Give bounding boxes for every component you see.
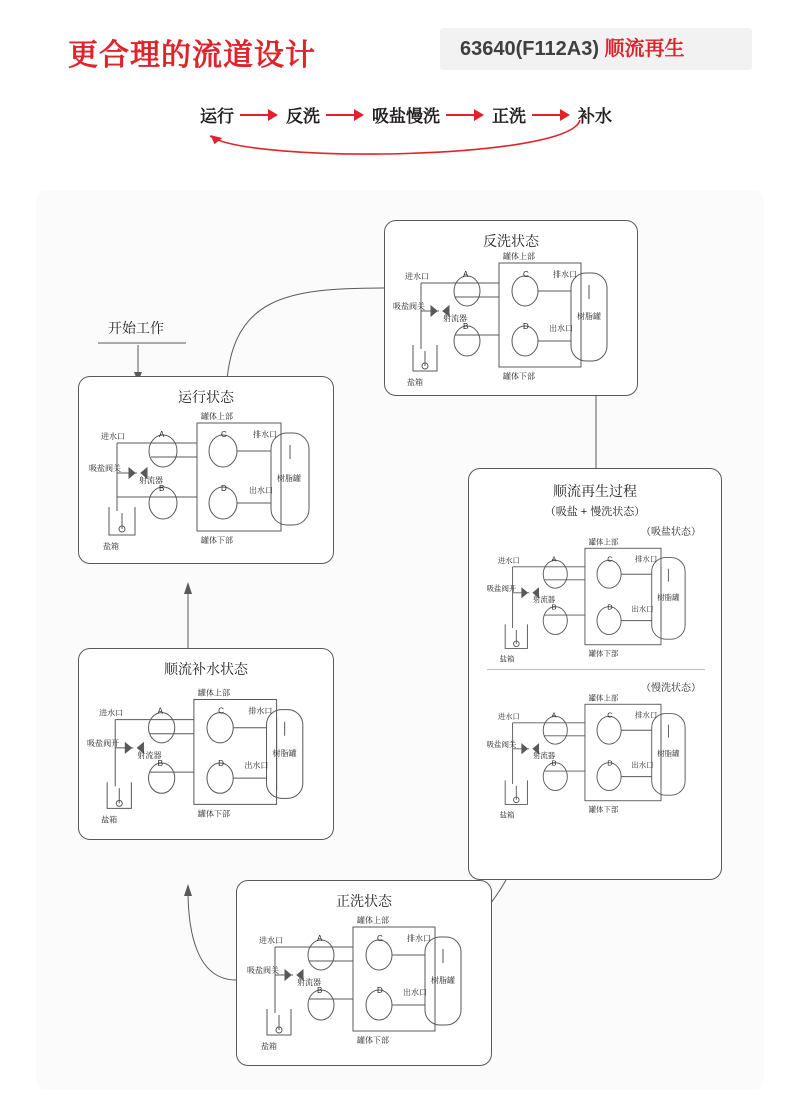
- svg-text:射流器: 射流器: [443, 314, 467, 323]
- svg-text:排水口: 排水口: [635, 710, 658, 720]
- svg-text:进水口: 进水口: [259, 936, 283, 945]
- svg-text:树脂罐: 树脂罐: [431, 976, 455, 985]
- svg-text:进水口: 进水口: [99, 708, 124, 718]
- svg-text:A: A: [551, 554, 557, 564]
- svg-text:出水口: 出水口: [549, 324, 573, 333]
- svg-text:盐箱: 盐箱: [261, 1042, 277, 1051]
- stage-fast-rinse-title: 正洗状态: [336, 893, 392, 909]
- svg-text:D: D: [377, 986, 383, 995]
- stage-run-title: 运行状态: [178, 389, 234, 405]
- stage-backwash-schematic: [395, 253, 629, 391]
- svg-text:D: D: [523, 322, 529, 331]
- svg-text:罐体下部: 罐体下部: [357, 1036, 389, 1045]
- svg-text:B: B: [551, 602, 557, 612]
- stage-refill-schematic: [86, 685, 325, 833]
- svg-text:C: C: [607, 554, 613, 564]
- svg-text:树脂罐: 树脂罐: [657, 593, 680, 603]
- svg-text:射流器: 射流器: [533, 751, 556, 761]
- svg-text:出水口: 出水口: [244, 761, 269, 771]
- svg-text:D: D: [607, 758, 613, 768]
- svg-text:C: C: [218, 706, 224, 716]
- svg-text:C: C: [523, 270, 529, 279]
- svg-text:射流器: 射流器: [139, 476, 163, 485]
- svg-text:进水口: 进水口: [101, 432, 125, 441]
- svg-text:罐体上部: 罐体上部: [357, 916, 389, 925]
- svg-text:树脂罐: 树脂罐: [577, 312, 601, 321]
- svg-text:射流器: 射流器: [297, 978, 321, 987]
- flow-step-fastrinse: 正洗: [492, 107, 526, 126]
- svg-text:吸盐阀开: 吸盐阀开: [86, 738, 120, 748]
- svg-text:C: C: [607, 710, 613, 720]
- svg-text:射流器: 射流器: [137, 750, 162, 760]
- svg-text:出水口: 出水口: [249, 486, 273, 495]
- svg-text:排水口: 排水口: [407, 934, 431, 943]
- svg-text:吸盐阀关: 吸盐阀关: [247, 966, 279, 975]
- svg-text:C: C: [377, 934, 383, 943]
- svg-text:D: D: [221, 484, 227, 493]
- svg-text:罐体上部: 罐体上部: [197, 688, 231, 698]
- svg-text:D: D: [607, 602, 613, 612]
- flow-step-run: 运行: [200, 107, 234, 126]
- svg-text:罐体下部: 罐体下部: [588, 804, 619, 814]
- svg-text:B: B: [157, 759, 163, 769]
- svg-text:盐箱: 盐箱: [103, 542, 119, 551]
- svg-text:盐箱: 盐箱: [499, 810, 515, 820]
- svg-text:排水口: 排水口: [253, 430, 277, 439]
- svg-text:出水口: 出水口: [631, 760, 654, 770]
- svg-text:排水口: 排水口: [553, 270, 577, 279]
- stage-fast-rinse-schematic: [249, 915, 483, 1057]
- svg-text:树脂罐: 树脂罐: [272, 748, 297, 758]
- start-label: 开始工作: [108, 320, 164, 336]
- substage-slow-rinse-label: （慢洗状态）: [641, 683, 701, 694]
- diagram-panel: [36, 190, 764, 1090]
- svg-text:B: B: [463, 322, 469, 331]
- svg-text:进水口: 进水口: [497, 556, 520, 566]
- svg-text:A: A: [159, 430, 165, 439]
- svg-text:罐体下部: 罐体下部: [197, 809, 231, 819]
- substage-brine-draw-schematic: [485, 539, 709, 667]
- svg-text:A: A: [317, 934, 323, 943]
- stage-backwash[interactable]: [384, 220, 638, 396]
- flow-loopback-arrow-icon: [190, 118, 620, 174]
- substage-slow-rinse-schematic: [485, 695, 709, 823]
- page-title: 更合理的流道设计: [68, 39, 316, 72]
- start-underline: [98, 340, 188, 346]
- stage-regeneration-subtitle: （吸盐 + 慢洗状态）: [544, 506, 646, 518]
- svg-text:树脂罐: 树脂罐: [657, 749, 680, 759]
- svg-text:A: A: [551, 710, 557, 720]
- svg-text:树脂罐: 树脂罐: [277, 474, 301, 483]
- svg-text:吸盐阀关: 吸盐阀关: [486, 739, 517, 749]
- stage-regeneration[interactable]: [468, 468, 722, 880]
- svg-text:盐箱: 盐箱: [407, 378, 423, 387]
- stage-regeneration-title: 顺流再生过程: [553, 483, 637, 499]
- substage-divider: [487, 669, 705, 670]
- model-badge: [440, 28, 752, 70]
- svg-text:B: B: [551, 758, 557, 768]
- svg-text:射流器: 射流器: [533, 595, 556, 605]
- stage-fast-rinse[interactable]: [236, 880, 492, 1066]
- model-mode: 顺流再生: [604, 38, 685, 60]
- flow-step-brine: 吸盐慢洗: [372, 107, 440, 126]
- svg-text:吸盐阀开: 吸盐阀开: [486, 583, 517, 593]
- svg-text:罐体上部: 罐体上部: [201, 412, 233, 421]
- svg-text:罐体上部: 罐体上部: [503, 252, 535, 261]
- stage-backwash-title: 反洗状态: [483, 233, 539, 249]
- stage-refill-title: 顺流补水状态: [164, 661, 248, 677]
- substage-brine-draw-label: （吸盐状态）: [641, 527, 701, 538]
- svg-text:罐体下部: 罐体下部: [201, 536, 233, 545]
- stage-run-schematic: [89, 411, 325, 557]
- svg-text:盐箱: 盐箱: [499, 654, 515, 664]
- flow-step-backwash: 反洗: [286, 107, 320, 126]
- svg-text:进水口: 进水口: [405, 272, 429, 281]
- model-code: 63640(F112A3): [460, 38, 599, 60]
- svg-text:罐体下部: 罐体下部: [503, 372, 535, 381]
- svg-text:A: A: [463, 270, 469, 279]
- svg-text:吸盐阀关: 吸盐阀关: [393, 302, 425, 311]
- svg-text:A: A: [157, 706, 163, 716]
- svg-text:排水口: 排水口: [248, 706, 273, 716]
- svg-text:出水口: 出水口: [403, 988, 427, 997]
- flow-sequence: [0, 96, 800, 176]
- svg-text:罐体上部: 罐体上部: [588, 537, 619, 547]
- svg-text:进水口: 进水口: [497, 712, 520, 722]
- svg-text:B: B: [317, 986, 323, 995]
- svg-text:罐体下部: 罐体下部: [588, 648, 619, 658]
- svg-text:盐箱: 盐箱: [101, 815, 118, 825]
- svg-text:出水口: 出水口: [631, 604, 654, 614]
- stage-run[interactable]: [78, 376, 334, 564]
- svg-text:B: B: [159, 484, 165, 493]
- model-badge-text: [460, 37, 685, 61]
- svg-text:排水口: 排水口: [635, 554, 658, 564]
- flow-step-refill: 补水: [578, 107, 612, 126]
- svg-text:吸盐阀关: 吸盐阀关: [89, 464, 121, 473]
- page-header: [0, 0, 800, 92]
- svg-text:罐体上部: 罐体上部: [588, 693, 619, 703]
- svg-text:D: D: [218, 759, 224, 769]
- svg-text:C: C: [221, 430, 227, 439]
- stage-refill[interactable]: [78, 648, 334, 840]
